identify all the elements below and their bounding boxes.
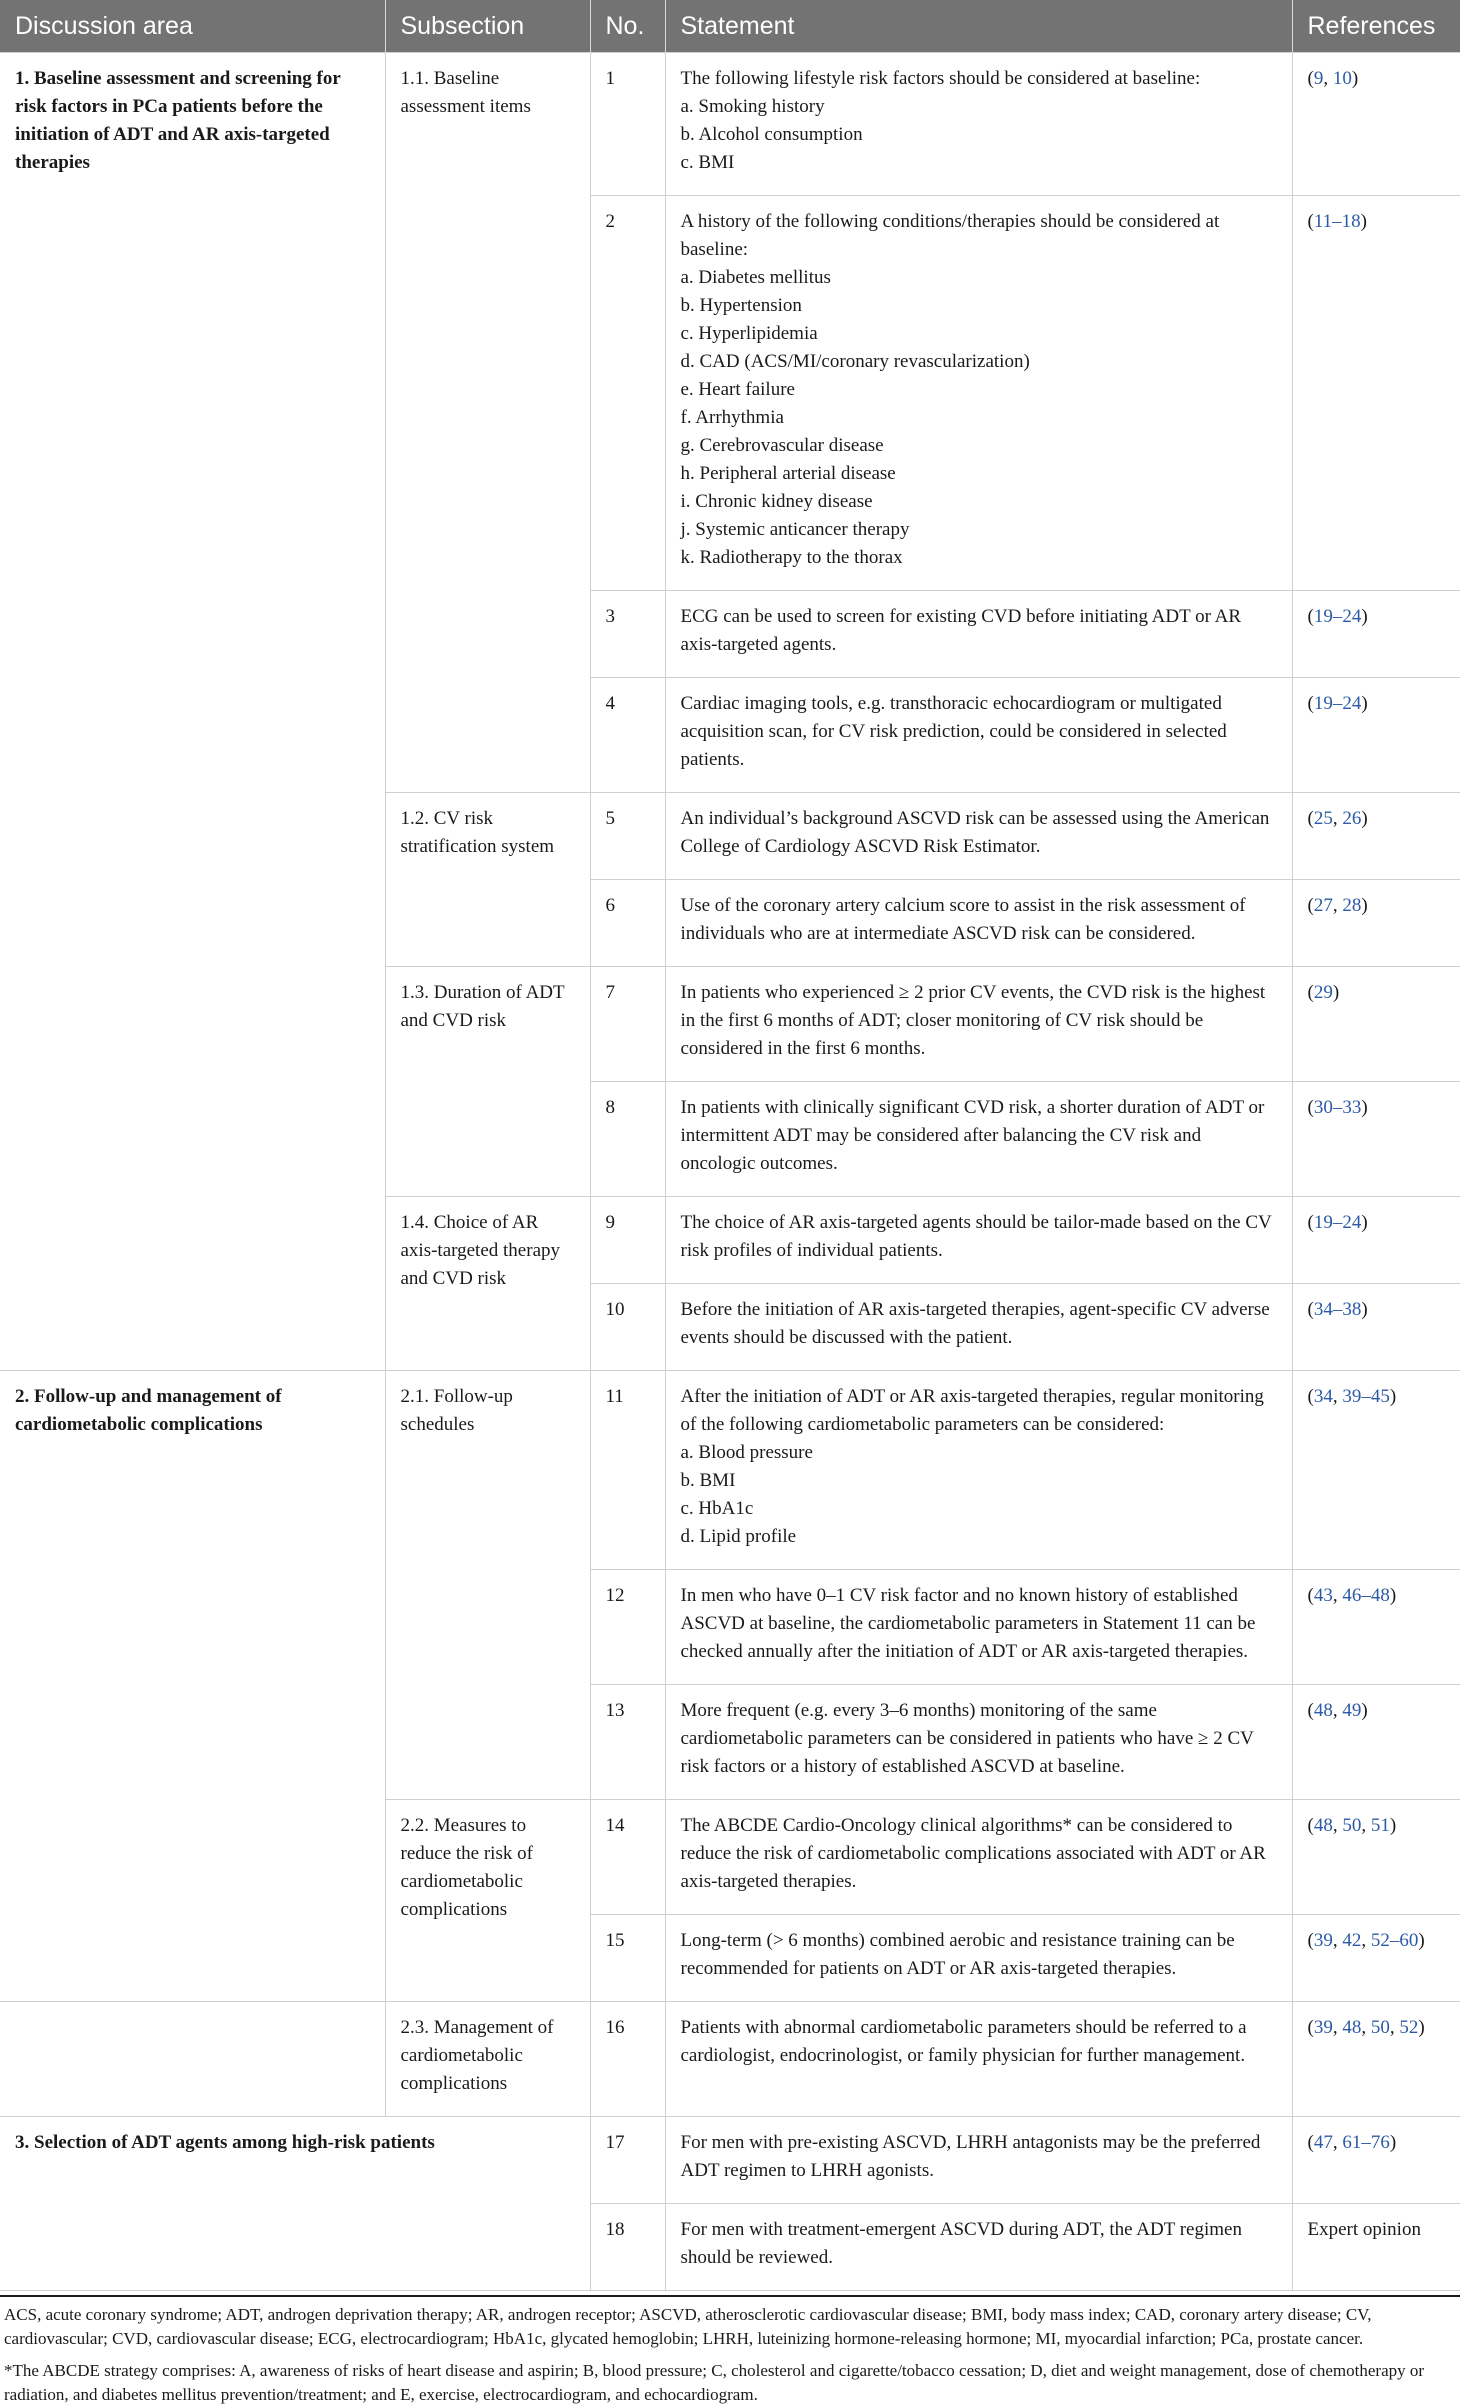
citation-punctuation: (	[1307, 1299, 1314, 1320]
statement-lead: A history of the following conditions/therapies should be considered at baseline:	[680, 211, 1220, 260]
citation-punctuation: )	[1361, 808, 1368, 829]
citation-number[interactable]: 48	[1342, 2017, 1362, 2038]
citation-number[interactable]: 29	[1313, 982, 1333, 1003]
reference-link[interactable]	[1292, 1371, 1460, 1570]
subsection-1-3: 1.3. Duration of ADT and CVD risk	[385, 967, 590, 1197]
citation-punctuation: )	[1361, 1299, 1368, 1320]
statement-list-item: a. Smoking history	[680, 96, 825, 117]
statement-lead: After the initiation of ADT or AR axis-targeted therapies, regular monitoring of the following cardiometabolic parameters can be considered:	[680, 1386, 1264, 1435]
reference-link[interactable]	[1292, 1685, 1460, 1800]
subsection-1-2: 1.2. CV risk stratification system	[385, 793, 590, 967]
statement-list-item: a. Diabetes mellitus	[680, 267, 831, 288]
statement-text	[665, 1082, 1292, 1197]
citation-number[interactable]: 25	[1313, 808, 1333, 829]
statement-list-item: b. Hypertension	[680, 295, 802, 316]
statement-lead: The following lifestyle risk factors should be considered at baseline:	[680, 68, 1201, 89]
statement-list-item: e. Heart failure	[680, 379, 795, 400]
citation-number[interactable]: 61–76	[1342, 2132, 1390, 2153]
statement-lead: An individual’s background ASCVD risk can be assessed using the American College of Cardiology ASCVD Risk Estimator.	[680, 808, 1270, 857]
citation-punctuation: )	[1361, 606, 1368, 627]
citation-punctuation: ,	[1332, 808, 1343, 829]
statement-lead: Patients with abnormal cardiometabolic parameters should be referred to a cardiologist, endocrinologist, or family physician for further management.	[680, 2017, 1247, 2066]
statement-number: 16	[590, 2002, 665, 2117]
statement-list-item: d. CAD (ACS/MI/coronary revascularization)	[680, 351, 1030, 372]
citation-punctuation: ,	[1332, 1815, 1343, 1836]
statement-text	[665, 880, 1292, 967]
statement-text	[665, 2002, 1292, 2117]
subsection-2-2: 2.2. Measures to reduce the risk of cardiometabolic complications	[385, 1800, 590, 2002]
statement-text	[665, 1800, 1292, 1915]
citation-number[interactable]: 48	[1313, 1700, 1333, 1721]
statement-number: 18	[590, 2204, 665, 2291]
citation-punctuation: (	[1307, 606, 1314, 627]
citation-number[interactable]: 50	[1342, 1815, 1362, 1836]
citation-number[interactable]: 43	[1313, 1585, 1333, 1606]
citation-punctuation: ,	[1389, 2017, 1400, 2038]
citation-punctuation: )	[1361, 1097, 1368, 1118]
statement-lead: In patients with clinically significant CVD risk, a shorter duration of ADT or intermittent ADT may be considered after balancing the CV risk and oncologic outcomes.	[680, 1097, 1265, 1174]
citation-number[interactable]: 27	[1313, 895, 1333, 916]
statement-lead: For men with treatment-emergent ASCVD during ADT, the ADT regimen should be reviewed.	[680, 2219, 1242, 2268]
statement-list-item: h. Peripheral arterial disease	[680, 463, 896, 484]
statement-text	[665, 967, 1292, 1082]
citation-number[interactable]: 19–24	[1313, 606, 1362, 627]
citation-punctuation: )	[1361, 693, 1368, 714]
header-no: No.	[590, 0, 665, 53]
citation-number[interactable]: 19–24	[1313, 1212, 1362, 1233]
citation-punctuation: (	[1307, 982, 1314, 1003]
header-statement: Statement	[665, 0, 1292, 53]
citation-number[interactable]: 52	[1399, 2017, 1419, 2038]
header-subsection: Subsection	[385, 0, 590, 53]
citation-number[interactable]: 51	[1370, 1815, 1390, 1836]
statement-lead: Use of the coronary artery calcium score to assist in the risk assessment of individuals who are at intermediate ASCVD risk can be considered.	[680, 895, 1246, 944]
citation-punctuation: ,	[1332, 2132, 1343, 2153]
statement-list-item: c. HbA1c	[680, 1498, 754, 1519]
citation-punctuation: (	[1307, 1386, 1314, 1407]
statement-lead: Cardiac imaging tools, e.g. transthoracic echocardiogram or multigated acquisition scan, for CV risk prediction, could be considered in selected patients.	[680, 693, 1227, 770]
citation-number[interactable]: 30–33	[1313, 1097, 1362, 1118]
discussion-area-2: 2. Follow-up and management of cardiometabolic complications	[0, 1371, 385, 2002]
statement-list-item: b. Alcohol consumption	[680, 124, 863, 145]
statement-lead: The choice of AR axis-targeted agents should be tailor-made based on the CV risk profiles of individual patients.	[680, 1212, 1272, 1261]
statement-text	[665, 53, 1292, 196]
statement-number: 14	[590, 1800, 665, 1915]
citation-number[interactable]: 50	[1370, 2017, 1390, 2038]
citation-punctuation: )	[1351, 68, 1359, 89]
statement-text	[665, 678, 1292, 793]
citation-number[interactable]: 34	[1313, 1386, 1333, 1407]
citation-punctuation: (	[1307, 808, 1314, 829]
statement-number: 11	[590, 1371, 665, 1570]
statement-text	[665, 2204, 1292, 2291]
citation-number[interactable]: 11–18	[1313, 211, 1361, 232]
statement-list-item: d. Lipid profile	[680, 1526, 797, 1547]
reference-text: Expert opinion	[1292, 2204, 1460, 2291]
citation-punctuation: ,	[1332, 895, 1343, 916]
statement-lead: In patients who experienced ≥ 2 prior CV events, the CVD risk is the highest in the first 6 months of ADT; closer monitoring of CV risk should be considered in the first 6 months.	[680, 982, 1266, 1059]
statement-text	[665, 1685, 1292, 1800]
statement-number: 12	[590, 1570, 665, 1685]
reference-link[interactable]	[1292, 1915, 1460, 2002]
citation-number[interactable]: 46–48	[1342, 1585, 1390, 1606]
table-row	[0, 1371, 1460, 1570]
citation-punctuation: )	[1361, 895, 1368, 916]
citation-number[interactable]: 39	[1313, 1930, 1333, 1951]
citation-number[interactable]: 42	[1342, 1930, 1362, 1951]
statement-lead: More frequent (e.g. every 3–6 months) monitoring of the same cardiometabolic parameters can be considered in patients who have ≥ 2 CV risk factors or a history of established ASCVD at baseline.	[680, 1700, 1254, 1777]
table-row	[0, 2002, 1460, 2117]
citation-punctuation: (	[1307, 1212, 1314, 1233]
header-row	[0, 0, 1460, 53]
citation-number[interactable]: 52–60	[1370, 1930, 1419, 1951]
citation-punctuation: )	[1418, 2017, 1425, 2038]
statement-text	[665, 1284, 1292, 1371]
statement-number: 1	[590, 53, 665, 196]
table-row	[0, 53, 1460, 196]
citation-punctuation: ,	[1332, 1386, 1343, 1407]
citation-punctuation: ,	[1361, 2017, 1371, 2038]
statement-lead: ECG can be used to screen for existing CVD before initiating ADT or AR axis-targeted agents.	[680, 606, 1242, 655]
subsection-1-1: 1.1. Baseline assessment items	[385, 53, 590, 793]
statement-number: 4	[590, 678, 665, 793]
statement-number: 6	[590, 880, 665, 967]
citation-punctuation: (	[1307, 2017, 1314, 2038]
citation-punctuation: ,	[1332, 1700, 1343, 1721]
citation-number[interactable]: 49	[1342, 1700, 1362, 1721]
citation-punctuation: ,	[1361, 1815, 1371, 1836]
citation-punctuation: )	[1389, 1815, 1397, 1836]
statement-number: 10	[590, 1284, 665, 1371]
table-footnotes	[0, 2295, 1460, 2407]
statement-list-item: k. Radiotherapy to the thorax	[680, 547, 903, 568]
statement-list-item: i. Chronic kidney disease	[680, 491, 873, 512]
statement-number: 13	[590, 1685, 665, 1800]
statement-list-item: f. Arrhythmia	[680, 407, 784, 428]
statement-list-item: c. Hyperlipidemia	[680, 323, 818, 344]
header-discussion-area: Discussion area	[0, 0, 385, 53]
reference-link[interactable]	[1292, 2117, 1460, 2204]
reference-link[interactable]	[1292, 793, 1460, 880]
subsection-2-3: 2.3. Management of cardiometabolic complications	[385, 2002, 590, 2117]
citation-punctuation: (	[1307, 68, 1314, 89]
reference-link[interactable]	[1292, 1800, 1460, 1915]
citation-punctuation: ,	[1361, 1930, 1371, 1951]
statement-text	[665, 1197, 1292, 1284]
statement-text	[665, 1371, 1292, 1570]
statement-lead: Long-term (> 6 months) combined aerobic and resistance training can be recommended for patients on ADT or AR axis-targeted therapies.	[680, 1930, 1235, 1979]
statement-text	[665, 2117, 1292, 2204]
discussion-area-1: 1. Baseline assessment and screening for risk factors in PCa patients before the initiation of ADT and AR axis-targeted therapies	[0, 53, 385, 1371]
citation-number[interactable]: 28	[1342, 895, 1362, 916]
statement-list-item: b. BMI	[680, 1470, 736, 1491]
discussion-area-blank	[0, 2002, 385, 2117]
citation-number[interactable]: 39–45	[1342, 1386, 1390, 1407]
citation-number[interactable]: 34–38	[1313, 1299, 1362, 1320]
reference-link[interactable]	[1292, 1284, 1460, 1371]
reference-link[interactable]	[1292, 1197, 1460, 1284]
citation-punctuation: (	[1307, 693, 1314, 714]
citation-punctuation: (	[1307, 1700, 1314, 1721]
statement-number: 3	[590, 591, 665, 678]
reference-link[interactable]	[1292, 1570, 1460, 1685]
reference-link[interactable]	[1292, 196, 1460, 591]
statement-number: 2	[590, 196, 665, 591]
reference-link[interactable]	[1292, 591, 1460, 678]
statement-number: 17	[590, 2117, 665, 2204]
citation-punctuation: )	[1389, 2132, 1397, 2153]
citation-punctuation: (	[1307, 211, 1314, 232]
reference-link[interactable]	[1292, 967, 1460, 1082]
abbreviations-footnote: ACS, acute coronary syndrome; ADT, androgen deprivation therapy; AR, androgen receptor; ASCVD, atherosclerotic cardiovascular disease; BMI, body mass index; CAD, coronary artery disease; CV, cardiovascular; CVD, cardiovascular disease; ECG, electrocardiogram; HbA1c, glycated hemoglobin; LHRH, luteinizing hormone-releasing hormone; MI, myocardial infarction; PCa, prostate cancer.	[4, 2305, 1372, 2348]
statement-number: 7	[590, 967, 665, 1082]
discussion-area-3: 3. Selection of ADT agents among high-risk patients	[0, 2117, 590, 2291]
citation-number[interactable]: 39	[1313, 2017, 1333, 2038]
statement-text	[665, 1570, 1292, 1685]
reference-link[interactable]	[1292, 1082, 1460, 1197]
table-row	[0, 2117, 1460, 2204]
citation-punctuation: )	[1418, 1930, 1425, 1951]
statement-number: 15	[590, 1915, 665, 2002]
statement-text	[665, 793, 1292, 880]
subsection-2-1: 2.1. Follow-up schedules	[385, 1371, 590, 1800]
citation-number[interactable]: 47	[1313, 2132, 1333, 2153]
citation-punctuation: )	[1360, 211, 1367, 232]
citation-punctuation: )	[1332, 982, 1340, 1003]
citation-punctuation: (	[1307, 1815, 1314, 1836]
citation-punctuation: )	[1361, 1212, 1368, 1233]
citation-number[interactable]: 48	[1313, 1815, 1333, 1836]
citation-punctuation: ,	[1323, 68, 1333, 89]
statement-lead: In men who have 0–1 CV risk factor and no known history of established ASCVD at baseline, the cardiometabolic parameters in Statement 11 can be checked annually after the initiation of ADT or AR axis-targeted therapies.	[680, 1585, 1256, 1662]
citation-punctuation: (	[1307, 1097, 1314, 1118]
citation-number[interactable]: 9	[1313, 68, 1324, 89]
citation-punctuation: (	[1307, 1930, 1314, 1951]
citation-number[interactable]: 26	[1342, 808, 1362, 829]
statement-number: 9	[590, 1197, 665, 1284]
citation-punctuation: ,	[1332, 1930, 1343, 1951]
statement-text	[665, 591, 1292, 678]
statement-lead: The ABCDE Cardio-Oncology clinical algorithms* can be considered to reduce the risk of cardiometabolic complications associated with ADT or AR axis-targeted therapies.	[680, 1815, 1266, 1892]
reference-link[interactable]	[1292, 678, 1460, 793]
subsection-1-4: 1.4. Choice of AR axis-targeted therapy and CVD risk	[385, 1197, 590, 1371]
citation-punctuation: ,	[1332, 2017, 1343, 2038]
statement-number: 5	[590, 793, 665, 880]
statement-number: 8	[590, 1082, 665, 1197]
citation-number[interactable]: 19–24	[1313, 693, 1362, 714]
statement-text	[665, 1915, 1292, 2002]
statement-list-item: c. BMI	[680, 152, 735, 173]
statement-list-item: j. Systemic anticancer therapy	[680, 519, 910, 540]
citation-punctuation: )	[1389, 1386, 1397, 1407]
abcde-footnote: *The ABCDE strategy comprises: A, awareness of risks of heart disease and aspirin; B, blood pressure; C, cholesterol and cigarette/tobacco cessation; D, diet and weight management, dose of chemotherapy or radiation, and diabetes mellitus prevention/treatment; and E, exercise, electrocardiogram, and echocardiogram.	[4, 2361, 1425, 2404]
reference-link[interactable]	[1292, 880, 1460, 967]
citation-punctuation: (	[1307, 1585, 1314, 1606]
reference-link[interactable]	[1292, 2002, 1460, 2117]
reference-link[interactable]	[1292, 53, 1460, 196]
citation-punctuation: )	[1361, 1700, 1368, 1721]
citation-punctuation: (	[1307, 2132, 1314, 2153]
statement-list-item: a. Blood pressure	[680, 1442, 813, 1463]
citation-punctuation: (	[1307, 895, 1314, 916]
citation-number[interactable]: 10	[1332, 68, 1352, 89]
citation-punctuation: ,	[1332, 1585, 1343, 1606]
statement-lead: Before the initiation of AR axis-targeted therapies, agent-specific CV adverse events should be discussed with the patient.	[680, 1299, 1270, 1348]
statement-text	[665, 196, 1292, 591]
header-references: References	[1292, 0, 1460, 53]
citation-punctuation: )	[1389, 1585, 1397, 1606]
statement-list-item: g. Cerebrovascular disease	[680, 435, 884, 456]
statement-lead: For men with pre-existing ASCVD, LHRH antagonists may be the preferred ADT regimen to LHRH agonists.	[680, 2132, 1261, 2181]
